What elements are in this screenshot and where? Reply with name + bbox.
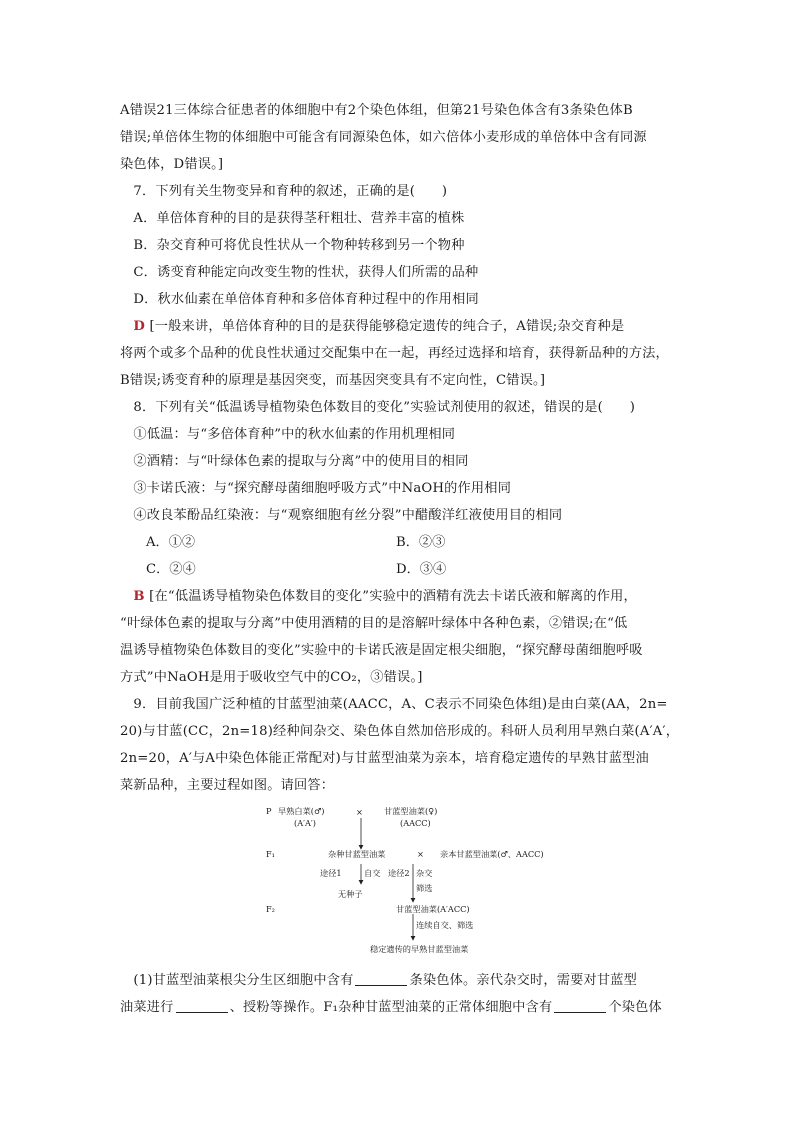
part1-text: (1)甘蓝型油菜根尖分生区细胞中含有 (120, 973, 354, 988)
part2-text: 油菜进行 (120, 1000, 174, 1015)
q8-explanation: 温诱导植物染色体数目的变化”实验中的卡诺氏液是固定根尖细胞，“探究酵母菌细胞呼吸 (120, 643, 643, 658)
q8-option-d: D．③④ (396, 562, 447, 577)
cross-symbol: × (417, 849, 424, 859)
hybrid-label: 杂交 (416, 868, 433, 878)
p-left-parent: 早熟白菜(♂) (278, 806, 325, 816)
q7-option-c: C．诱变育种能定向改变生物的性状，获得人们所需的品种 (120, 265, 479, 280)
text-line: A错误21三体综合征患者的体细胞中有2个染色体组，但第21号染色体含有3条染色体B (120, 103, 633, 118)
selfing-label: 自交 (364, 868, 381, 878)
question-7-stem: 7．下列有关生物变异和育种的叙述，正确的是( ) (120, 184, 448, 199)
cross-symbol: × (356, 807, 363, 817)
no-seed-label: 无种子 (338, 889, 363, 899)
q7-explanation: 将两个或多个品种的优良性状通过交配集中在一起，再经过选择和培育，获得新品种的方法， (120, 346, 669, 361)
p-right-genotype: (AACC) (400, 818, 431, 828)
question-9-text: 2n=20，A′与A中染色体能正常配对)与甘蓝型油菜为亲本，培育稳定遗传的早熟甘蓝型油 (120, 751, 649, 766)
question-9-text: 20)与甘蓝(CC，2n=18)经种间杂交、染色体自然加倍形成的。科研人员利用早熟白菜(A′A′， (120, 724, 680, 739)
text-line: 错误;单倍体生物的体细胞中可能含有同源染色体，如六倍体小麦形成的单倍体中含有同源 (120, 130, 647, 145)
q8-answer-letter: B (133, 589, 145, 604)
p-left-genotype: (A′A′) (294, 818, 316, 828)
q7-answer-letter: D (133, 319, 146, 334)
question-8-stem: 8．下列有关“低温诱导植物染色体数目的变化”实验试剂使用的叙述，错误的是( ) (120, 400, 636, 415)
continuous-selection-label: 连续自交、筛选 (416, 920, 474, 930)
screening-label: 筛选 (416, 883, 433, 893)
part2-text: 、授粉等操作。F₁杂种甘蓝型油菜的正常体细胞中含有 (229, 1000, 553, 1015)
answer-blank[interactable] (554, 998, 606, 1013)
q8-explanation: 方式”中NaOH是用于吸收空气中的CO₂，③错误。] (120, 670, 423, 685)
question-9-text: 菜新品种，主要过程如图。请回答： (120, 778, 335, 793)
q7-explanation: B错误;诱变育种的原理是基因突变，而基因突变具有不定向性，C错误。] (120, 373, 546, 388)
q9-part-2 (120, 995, 680, 1021)
q8-item-3: ③卡诺氏液：与“探究酵母菌细胞呼吸方式”中NaOH的作用相同 (120, 481, 512, 496)
answer-blank[interactable] (176, 998, 228, 1013)
part2-text: 个染色体 (608, 1000, 662, 1015)
q7-option-a: A．单倍体育种的目的是获得茎秆粗壮、营养丰富的植株 (120, 211, 465, 226)
f2-rapeseed: 甘蓝型油菜(A′ACC) (396, 904, 470, 914)
f2-label: F₂ (266, 904, 275, 914)
path-2-label: 途径2 (388, 868, 410, 878)
p-label: P (266, 806, 272, 816)
final-variety: 稳定遗传的早熟甘蓝型油菜 (370, 944, 469, 954)
q8-explanation: [在“低温诱导植物染色体数目的变化”实验中的酒精有洗去卡诺氏液和解离的作用， (149, 589, 637, 604)
answer-blank[interactable] (355, 971, 407, 986)
q8-item-4: ④改良苯酚品红染液：与“观察细胞有丝分裂”中醋酸洋红液使用目的相同 (120, 508, 563, 523)
q8-answer-line (120, 584, 680, 610)
q8-option-a: A．①② (146, 535, 196, 550)
p-right-parent: 甘蓝型油菜(♀) (384, 806, 438, 816)
q8-option-c: C．②④ (146, 562, 196, 577)
q8-item-2: ②酒精：与“叶绿体色素的提取与分离”中的使用目的相同 (120, 454, 469, 469)
q8-option-b: B．②③ (396, 535, 446, 550)
part1-text: 条染色体。亲代杂交时，需要对甘蓝型 (409, 973, 638, 988)
f1-label: F₁ (266, 849, 275, 859)
q9-part-1 (120, 968, 680, 994)
f1-hybrid: 杂种甘蓝型油菜 (328, 849, 386, 859)
q8-explanation: “叶绿体色素的提取与分离”中使用酒精的目的是溶解叶绿体中各种色素，②错误;在“低 (120, 616, 628, 631)
breeding-flow-diagram (258, 806, 598, 961)
q8-item-1: ①低温：与“多倍体育种”中的秋水仙素的作用机理相同 (120, 427, 456, 442)
text-line: 染色体，D错误。] (120, 157, 224, 172)
q7-answer-line (120, 314, 680, 340)
q7-option-b: B．杂交育种可将优良性状从一个物种转移到另一个物种 (120, 238, 465, 253)
q7-explanation: [一般来讲，单倍体育种的目的是获得能够稳定遗传的纯合子，A错误;杂交育种是 (149, 319, 625, 334)
question-9-stem: 9．目前我国广泛种植的甘蓝型油菜(AACC，A、C表示不同染色体组)是由白菜(AA，2n= (120, 697, 668, 712)
q7-option-d: D．秋水仙素在单倍体育种和多倍体育种过程中的作用相同 (120, 292, 479, 307)
f1-recurrent-parent: 亲本甘蓝型油菜(♂、AACC) (440, 849, 544, 859)
path-1-label: 途径1 (320, 868, 342, 878)
